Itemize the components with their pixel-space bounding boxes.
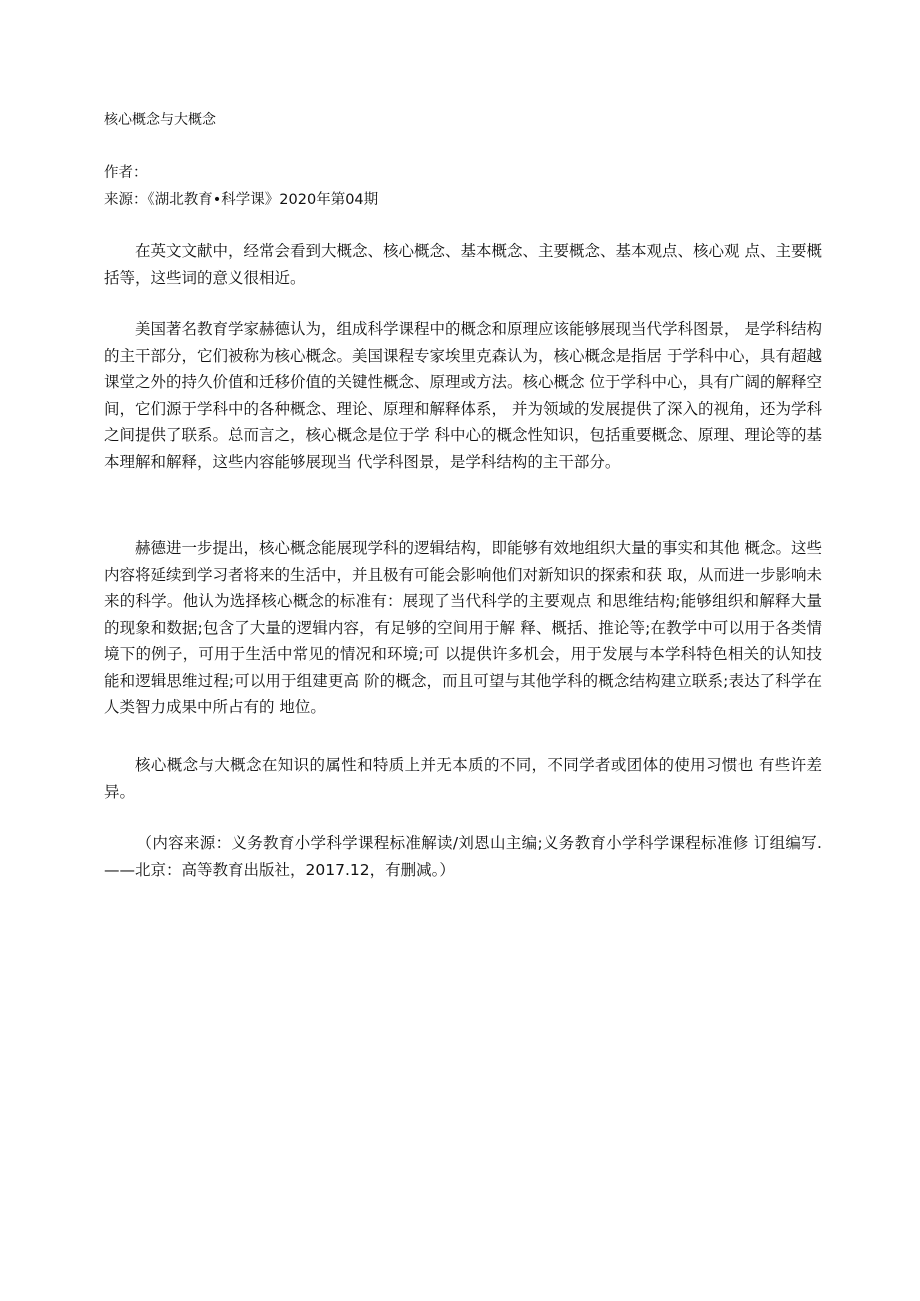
paragraph-citation: （内容来源：义务教育小学科学课程标准解读/刘恩山主编;义务教育小学科学课程标准修 订组编写.——北京：高等教育出版社，2017.12，有删减。） <box>104 834 822 879</box>
author-line: 作者： <box>104 165 148 181</box>
paragraph-hurd-erickson: 美国著名教育学家赫德认为，组成科学课程中的概念和原理应该能够展现当代学科图景， 是学科结构的主干部分，它们被称为核心概念。美国课程专家埃里克森认为，核心概念是指居 于学科中心，具有超越课堂之外的持久价值和迁移价值的关键性概念、原理或方法。核心概念 位于学科中心，具有广阔的解释空间，它们源于学科中的各种概念、理论、原理和解释体系， 并为领域的发展提供了深入的视角，还为学科之间提供了联系。总而言之，核心概念是位于学 科中心的概念性知识，包括重要概念、原理、理论等的基本理解和解释，这些内容能够展现当 代学科图景，是学科结构的主干部分。 <box>104 320 822 471</box>
paragraph-comparison: 核心概念与大概念在知识的属性和特质上并无本质的不同，不同学者或团体的使用习惯也 有些许差异。 <box>104 756 822 801</box>
source-line: 来源：《湖北教育•科学课》2020年第04期 <box>104 192 379 208</box>
document-title: 核心概念与大概念 <box>104 112 216 128</box>
paragraph-intro: 在英文文献中，经常会看到大概念、核心概念、基本概念、主要概念、基本观点、核心观 点、主要概括等，这些词的意义很相近。 <box>104 242 822 287</box>
paragraph-criteria: 赫德进一步提出，核心概念能展现学科的逻辑结构，即能够有效地组织大量的事实和其他 概念。这些内容将延续到学习者将来的生活中，并且极有可能会影响他们对新知识的探索和获 取，从而进一步影响未来的科学。他认为选择核心概念的标准有：展现了当代科学的主要观点 和思维结构;能够组织和解释大量的现象和数据;包含了大量的逻辑内容，有足够的空间用于解 释、概括、推论等;在教学中可以用于各类情境下的例子，可用于生活中常见的情况和环境;可 以提供许多机会，用于发展与本学科特色相关的认知技能和逻辑思维过程;可以用于组建更高 阶的概念，而且可望与其他学科的概念结构建立联系;表达了科学在人类智力成果中所占有的 地位。 <box>104 539 822 716</box>
